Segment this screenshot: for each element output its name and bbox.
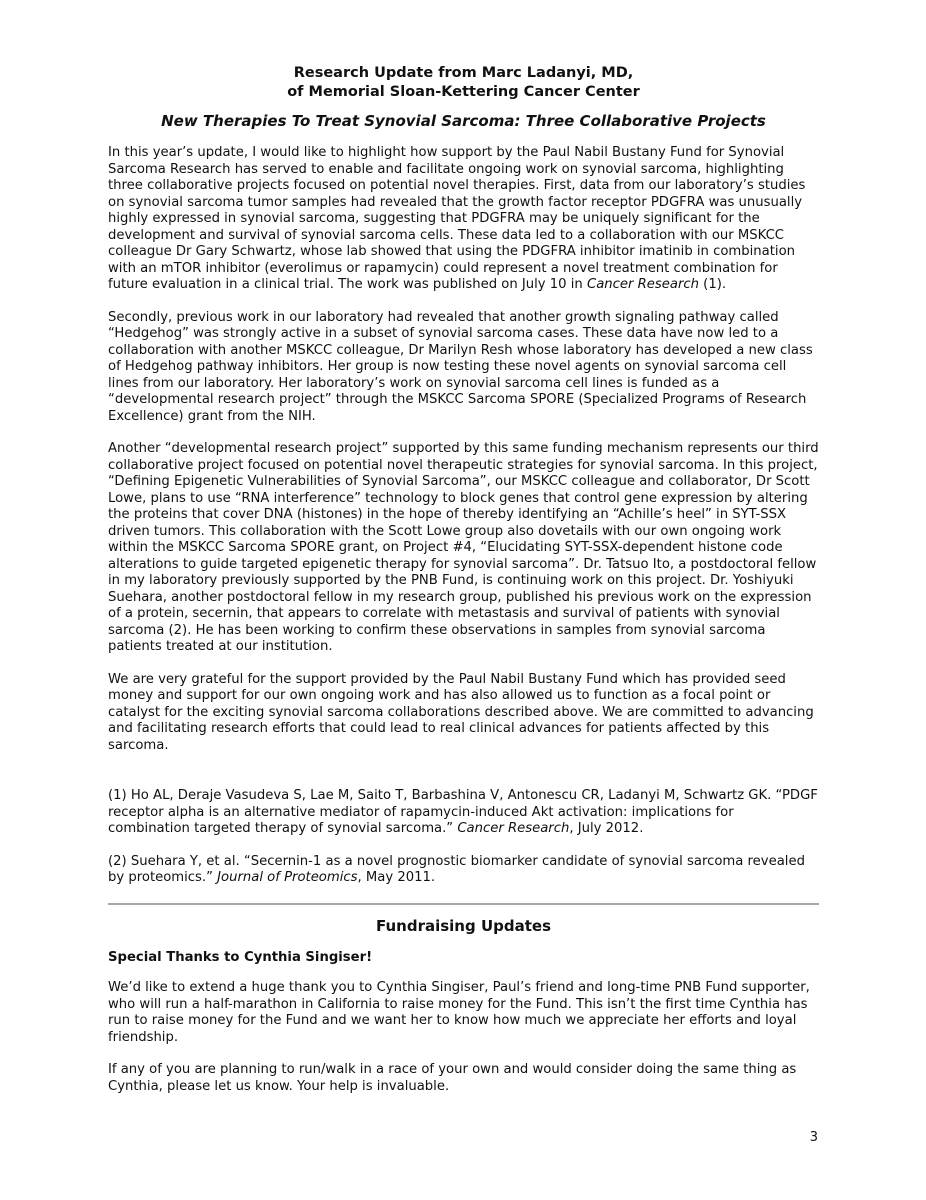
ref2-text: (2) Suehara Y, et al. “Secernin-1 as a novel prognostic biomarker candidate of synovial sarcoma revealed by proteomics.” bbox=[108, 853, 805, 885]
ref2-end: , May 2011. bbox=[357, 870, 436, 885]
body-paragraph-3: Another “developmental research project” supported by this same funding mechanism represents our third collaborative project focused on potential novel therapeutic strategies for synovial sarcoma. In this project, “Defining Epigenetic Vulnerabilities of Synovial Sarcoma”, our MSKCC colleague and collaborator, Dr Scott Lowe, plans to use “RNA interference” technology to block genes that control gene expression by altering the proteins that cover DNA (histones) in the hope of thereby identifying an “Achille’s heel” in SYT-SSX driven tumors. This collaboration with the Scott Lowe group also dovetails with our own ongoing work within the MSKCC Sarcoma SPORE grant, on Project #4, “Elucidating SYT-SSX-dependent histone code alterations to guide targeted epigenetic therapy for synovial sarcoma”. Dr. Tatsuo Ito, a postdoctoral fellow in my laboratory previously supported by the PNB Fund, is continuing work on this project. Dr. Yoshiyuki Suehara, another postdoctoral fellow in my research group, published his previous work on the expression of a protein, secernin, that appears to correlate with metastasis and survival of patients with synovial sarcoma (2). He has been working to confirm these observations in samples from synovial sarcoma patients treated at our institution. bbox=[108, 441, 819, 654]
ref2-journal: Journal of Proteomics bbox=[217, 870, 358, 885]
section-divider bbox=[108, 903, 819, 905]
body-paragraph-1 bbox=[108, 145, 819, 294]
fundraising-title: Fundraising Updates bbox=[375, 916, 551, 935]
page-title bbox=[108, 64, 819, 102]
ref1-end: , July 2012. bbox=[569, 821, 644, 836]
fundraising-paragraph-2: If any of you are planning to run/walk in a race of your own and would consider doing the same thing as Cynthia, please let us know. Your help is invaluable. bbox=[108, 1062, 797, 1094]
article-subtitle: New Therapies To Treat Synovial Sarcoma: Three Collaborative Projects bbox=[161, 112, 766, 130]
body-paragraph-2: Secondly, previous work in our laboratory had revealed that another growth signaling pathway called “Hedgehog” was strongly active in a subset of synovial sarcoma cases. These data have now led to a collaboration with another MSKCC colleague, Dr Marilyn Resh whose laboratory has developed a new class of Hedgehog pathway inhibitors. Her group is now testing these novel agents on synovial sarcoma cell lines from our laboratory. Her laboratory’s work on synovial sarcoma cell lines is funded as a “developmental research project” through the MSKCC Sarcoma SPORE (Specialized Programs of Research Excellence) grant from the NIH. bbox=[108, 309, 813, 424]
title-line-2: of Memorial Sloan-Kettering Cancer Center bbox=[287, 84, 640, 100]
title-line-1: Research Update from Marc Ladanyi, MD, bbox=[293, 65, 634, 81]
reference-1 bbox=[108, 788, 819, 838]
document-page bbox=[108, 64, 819, 1111]
body-paragraph-4: We are very grateful for the support provided by the Paul Nabil Bustany Fund which has provided seed money and support for our own ongoing work and has also allowed us to function as a focal point or catalyst for the exciting synovial sarcoma collaborations described above. We are committed to advancing and facilitating research efforts that could lead to real clinical advances for patients affected by this sarcoma. bbox=[108, 671, 814, 753]
fundraising-paragraph-1: We’d like to extend a huge thank you to Cynthia Singiser, Paul’s friend and long-time PNB Fund supporter, who will run a half-marathon in California to raise money for the Fund. This isn’t the first time Cynthia has run to raise money for the Fund and we want her to know how much we appreciate her efforts and loyal friendship. bbox=[108, 980, 810, 1045]
p1-end: (1). bbox=[698, 277, 727, 292]
reference-2 bbox=[108, 854, 819, 887]
ref1-text: (1) Ho AL, Deraje Vasudeva S, Lae M, Saito T, Barbashina V, Antonescu CR, Ladanyi M, Schwartz GK. “PDGF receptor alpha is an alternative mediator of rapamycin-induced Akt activation: implications for combination targeted therapy of synovial sarcoma.” bbox=[108, 788, 818, 836]
fundraising-subhead: Special Thanks to Cynthia Singiser! bbox=[108, 949, 373, 965]
p1-journal: Cancer Research bbox=[586, 277, 699, 292]
p1-text: In this year’s update, I would like to highlight how support by the Paul Nabil Bustany Fund for Synovial Sarcoma Research has served to enable and facilitate ongoing work on synovial sarcoma, highlighting three collaborative projects focused on potential novel therapies. First, data from our laboratory’s studies on synovial sarcoma tumor samples had revealed that the growth factor receptor PDGFRA was unusually highly expressed in synovial sarcoma, suggesting that PDGFRA may be uniquely significant for the development and survival of synovial sarcoma cells. These data led to a collaboration with our MSKCC colleague Dr Gary Schwartz, whose lab showed that using the PDGFRA inhibitor imatinib in combination with an mTOR inhibitor (everolimus or rapamycin) could represent a novel treatment combination for future evaluation in a clinical trial. The work was published on July 10 in bbox=[108, 145, 806, 292]
spacer bbox=[108, 770, 819, 788]
ref1-journal: Cancer Research bbox=[457, 821, 570, 836]
page-number: 3 bbox=[809, 1130, 818, 1145]
